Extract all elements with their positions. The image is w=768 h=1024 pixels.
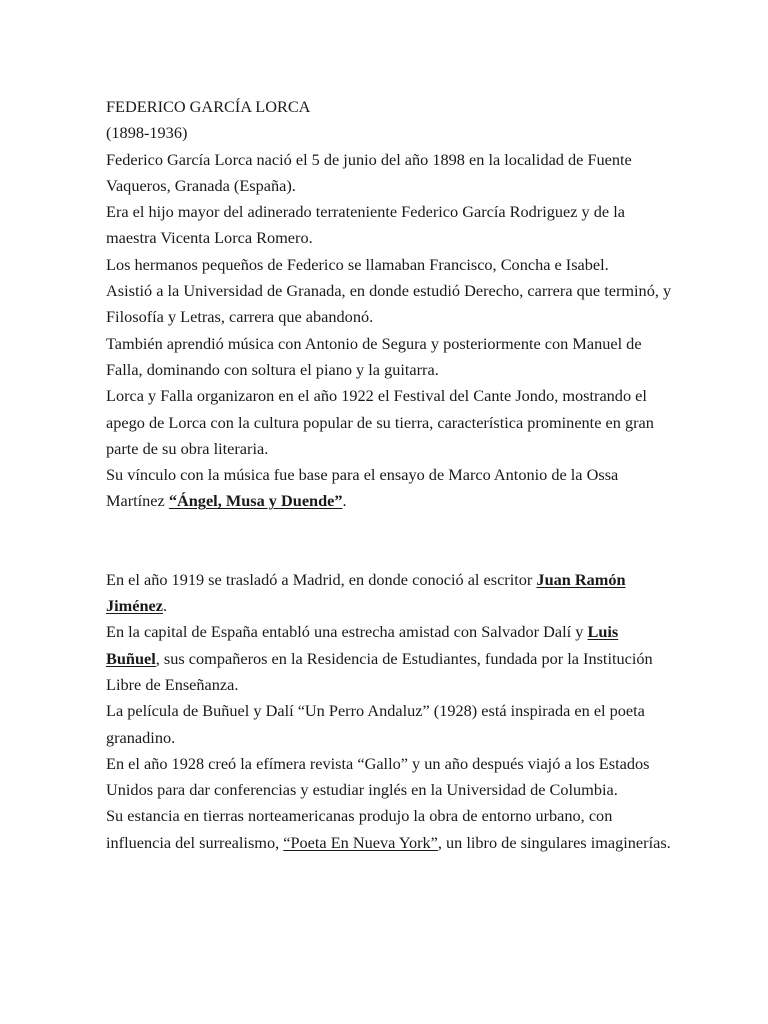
paragraph-festival: Lorca y Falla organizaron en el año 1922 el Festival del Cante Jondo, mostrando el apego de Lorca con la cultura popular de su tierra, característica prominente en gran parte de su obra literaria. xyxy=(106,386,654,458)
paragraph-new-york xyxy=(106,803,672,856)
paragraph-university: Asistió a la Universidad de Granada, en donde estudió Derecho, carrera que terminó, y Filosofía y Letras, carrera que abandonó. xyxy=(106,281,672,327)
juan-ramon-jimenez-link[interactable]: Juan Ramón Jiménez xyxy=(106,569,626,616)
paragraph-music: También aprendió música con Antonio de Segura y posteriormente con Manuel de Falla, dominando con soltura el piano y la guitarra. xyxy=(106,333,642,379)
paragraph-essay-end: . xyxy=(342,491,347,511)
life-dates: (1898-1936) xyxy=(106,123,188,143)
paragraph-siblings: Los hermanos pequeños de Federico se llamaban Francisco, Concha e Isabel. xyxy=(106,254,609,274)
paragraph-parents: Era el hijo mayor del adinerado terrateniente Federico García Rodriguez y de la maestra Vicenta Lorca Romero. xyxy=(106,202,625,248)
paragraph-new-york-end: , un libro de singulares imaginerías. xyxy=(437,832,671,852)
document-page xyxy=(106,94,672,856)
document-title: FEDERICO GARCÍA LORCA xyxy=(106,97,311,116)
paragraph-gallo: En el año 1928 creó la efímera revista “Gallo” y un año después viajó a los Estados Unidos para dar conferencias y estudiar inglés en la Universidad de Columbia. xyxy=(106,753,650,800)
luis-bunuel-link[interactable]: Luis Buñuel xyxy=(106,622,619,668)
paragraph-birth: Federico García Lorca nació el 5 de junio del año 1898 en la localidad de Fuente Vaqueros, Granada (España). xyxy=(106,149,632,195)
paragraph-madrid-end: . xyxy=(162,596,168,616)
paragraph-essay-text: Su vínculo con la música fue base para el ensayo de Marco Antonio de la Ossa Martínez xyxy=(106,465,619,511)
paragraph-new-york-text: Su estancia en tierras norteamericanas produjo la obra de entorno urbano, con influencia del surrealismo, xyxy=(106,806,613,852)
section-gap xyxy=(106,515,672,567)
poeta-en-nueva-york-link[interactable]: “Poeta En Nueva York” xyxy=(283,832,438,852)
paragraph-friendship-end: , sus compañeros en la Residencia de Estudiantes, fundada por la Institución Libre de Enseñanza. xyxy=(106,648,653,694)
paragraph-essay xyxy=(106,462,672,515)
paragraph-friendship xyxy=(106,619,672,698)
angel-musa-duende-link[interactable]: “Ángel, Musa y Duende” xyxy=(168,491,343,511)
paragraph-friendship-text: En la capital de España entabló una estrecha amistad con Salvador Dalí y xyxy=(106,622,588,642)
paragraph-madrid xyxy=(106,567,672,620)
paragraph-madrid-text: En el año 1919 se trasladó a Madrid, en donde conoció al escritor xyxy=(106,569,537,589)
paragraph-film: La película de Buñuel y Dalí “Un Perro Andaluz” (1928) está inspirada en el poeta granadino. xyxy=(106,701,645,747)
